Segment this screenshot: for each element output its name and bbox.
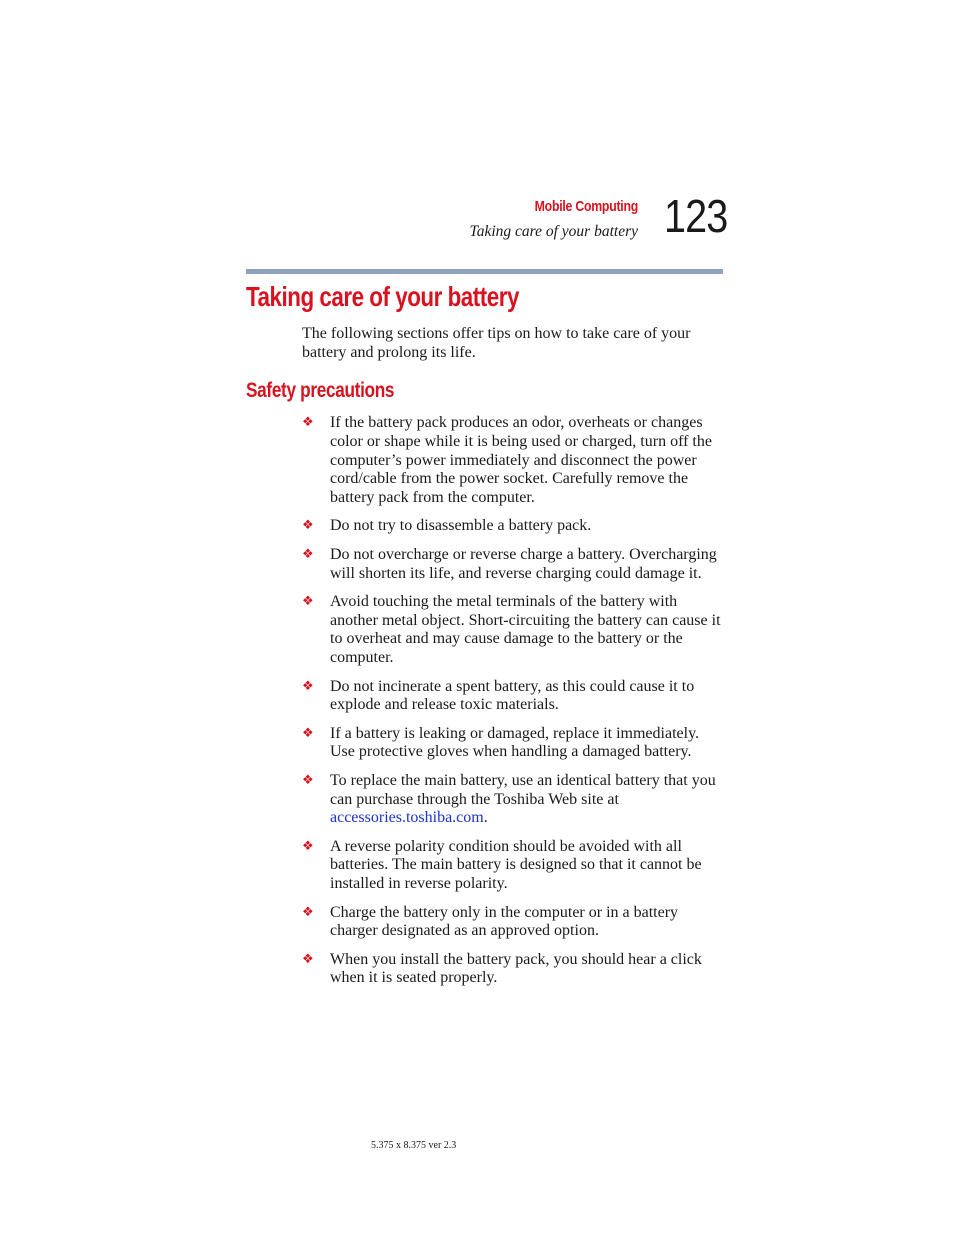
safety-precautions-heading: Safety precautions <box>246 379 395 402</box>
list-item <box>302 904 722 942</box>
bullet-icon: ❖ <box>302 838 314 854</box>
header-rule <box>246 269 723 274</box>
list-item <box>302 593 722 668</box>
bullet-icon: ❖ <box>302 546 314 562</box>
bullet-icon: ❖ <box>302 678 314 694</box>
bullet-icon: ❖ <box>302 951 314 967</box>
page-footer: 5.375 x 8.375 ver 2.3 <box>371 1140 457 1151</box>
list-item-text: Avoid touching the metal terminals of the battery with another metal object. Short-circuiting the battery can cause it to overheat and may cause damage to the battery or the computer. <box>330 592 721 667</box>
list-item-text: If a battery is leaking or damaged, replace it immediately. Use protective gloves when handling a damaged battery. <box>330 724 700 761</box>
list-item <box>302 725 722 763</box>
list-item-text: Charge the battery only in the computer or in a battery charger designated as an approved option. <box>330 903 679 940</box>
list-item-text: A reverse polarity condition should be avoided with all batteries. The main battery is designed so that it cannot be installed in reverse polarity. <box>330 837 702 893</box>
list-item-text: Do not try to disassemble a battery pack. <box>330 517 592 535</box>
list-item-text: Do not incinerate a spent battery, as this could cause it to explode and release toxic materials. <box>330 677 695 714</box>
list-item <box>302 546 722 584</box>
bullet-icon: ❖ <box>302 904 314 920</box>
list-item <box>302 951 722 989</box>
running-header-chapter: Mobile Computing <box>534 198 638 215</box>
safety-precautions-list <box>302 414 722 998</box>
list-item-text: Do not overcharge or reverse charge a battery. Overcharging will shorten its life, and reverse charging could damage it. <box>330 545 717 582</box>
bullet-icon: ❖ <box>302 725 314 741</box>
bullet-icon: ❖ <box>302 415 314 430</box>
list-item <box>302 678 722 716</box>
page-title: Taking care of your battery <box>246 281 519 312</box>
intro-paragraph: The following sections offer tips on how to take care of your battery and prolong its life. <box>302 325 691 361</box>
accessories-link[interactable]: accessories.toshiba.com <box>330 809 484 827</box>
bullet-icon: ❖ <box>302 518 314 534</box>
page-number: 123 <box>664 190 728 242</box>
list-item <box>302 414 722 508</box>
list-item <box>302 838 722 894</box>
list-item-text-end: . <box>483 809 488 827</box>
list-item <box>302 517 722 536</box>
list-item-text: To replace the main battery, use an identical battery that you can purchase through the Toshiba Web site at <box>330 771 716 808</box>
running-header-section: Taking care of your battery <box>469 223 638 240</box>
bullet-icon: ❖ <box>302 772 314 788</box>
list-item <box>302 772 722 828</box>
list-item-text: When you install the battery pack, you should hear a click when it is seated properly. <box>330 950 702 987</box>
list-item-text: If the battery pack produces an odor, overheats or changes color or shape while it is being used or charged, turn off the computer’s power immediately and disconnect the power cord/cable from the power socket. Carefully remove the battery pack from the computer. <box>330 414 712 507</box>
bullet-icon: ❖ <box>302 593 314 609</box>
